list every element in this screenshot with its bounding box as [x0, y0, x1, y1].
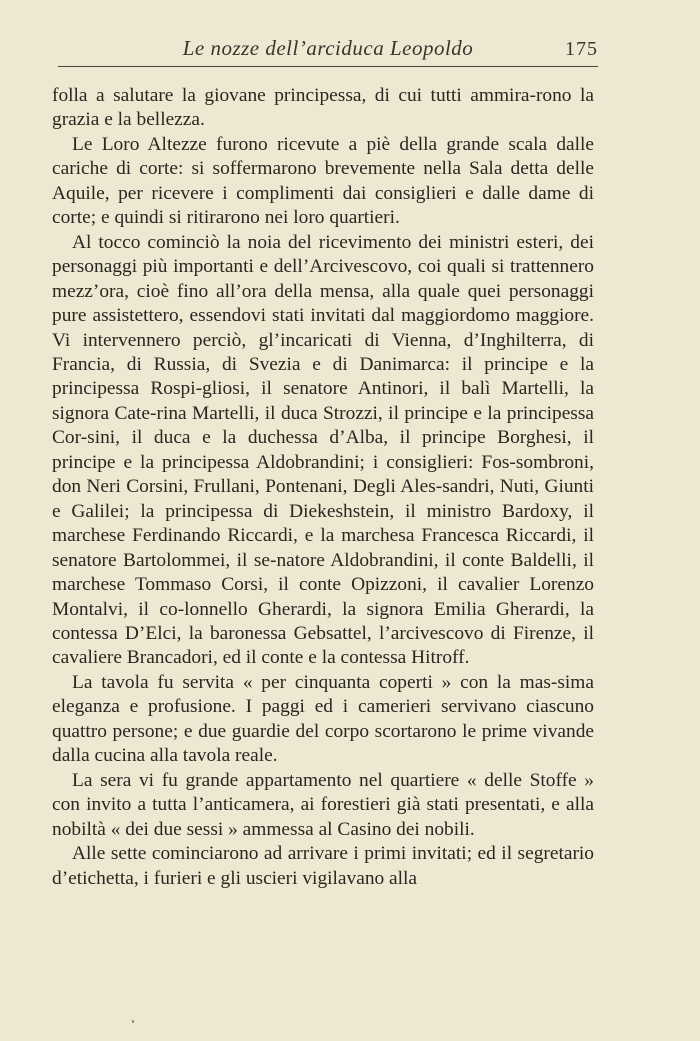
page-number: 175 [565, 38, 598, 60]
header-rule [58, 66, 598, 67]
paragraph: La sera vi fu grande appartamento nel quartiere « delle Stoffe » con invito a tutta l’anticamera, ai forestieri già stati presentati, e alla nobiltà « dei due sessi » ammessa al Casino dei nobili. [52, 769, 594, 840]
paragraph: Al tocco cominciò la noia del ricevimento dei ministri esteri, dei personaggi più importanti e dell’Arcivescovo, coi quali si trattennero mezz’ora, cioè fino all’ora della mensa, alla quale quei personaggi pure assistettero, essendovi stati invitati dal maggiordomo maggiore. Vi intervennero perciò, gl’incaricati di Vienna, d’Inghilterra, di Francia, di Russia, di Svezia e di Danimarca: il principe e la principessa Rospi-gliosi, il senatore Antinori, il balì Martelli, la signora Cate-rina Martelli, il duca Strozzi, il principe e la principessa Cor-sini, il duca e la duchessa d’Alba, il principe Borghesi, il principe e la principessa Aldobrandini; i consiglieri: Fos-sombroni, don Neri Corsini, Frullani, Pontenani, Degli Ales-sandri, Nuti, Giunti e Galilei; la principessa di Diekeshstein, il ministro Bardoxy, il marchese Ferdinando Riccardi, e la marchesa Francesca Riccardi, il senatore Bartolommei, il se-natore Aldobrandini, il conte Baldelli, il marchese Tommaso Corsi, il conte Opizzoni, il cavalier Lorenzo Montalvi, il co-lonnello Gherardi, la signora Emilia Gherardi, la contessa D’Elci, la baronessa Gebsattel, l’arcivescovo di Firenze, il cavaliere Brancadori, ed il conte e la contessa Hitroff. [52, 231, 594, 669]
running-title: Le nozze dell’arciduca Leopoldo [182, 36, 474, 60]
paragraph: Alle sette cominciarono ad arrivare i primi invitati; ed il segretario d’etichetta, i furieri e gli uscieri vigilavano alla [52, 843, 594, 889]
paragraph: Le Loro Altezze furono ricevute a piè della grande scala dalle cariche di corte: si soffermarono brevemente nella Sala detta delle Aquile, per ricevere i complimenti dai consiglieri e dalle dame di corte; e quindi si ritirarono nei loro quartieri. [52, 133, 594, 229]
page-header [58, 36, 598, 66]
paragraph: La tavola fu servita « per cinquanta coperti » con la mas-sima eleganza e profusione. I paggi ed i camerieri servivano ciascuno quattro persone; e due guardie del corpo scortarono le prime vivande dalla cucina alla tavola reale. [52, 671, 594, 767]
paper-speck [132, 1020, 134, 1023]
paragraph: folla a salutare la giovane principessa, di cui tutti ammira-rono la grazia e la bellezza. [52, 85, 594, 131]
body-text [52, 84, 594, 891]
